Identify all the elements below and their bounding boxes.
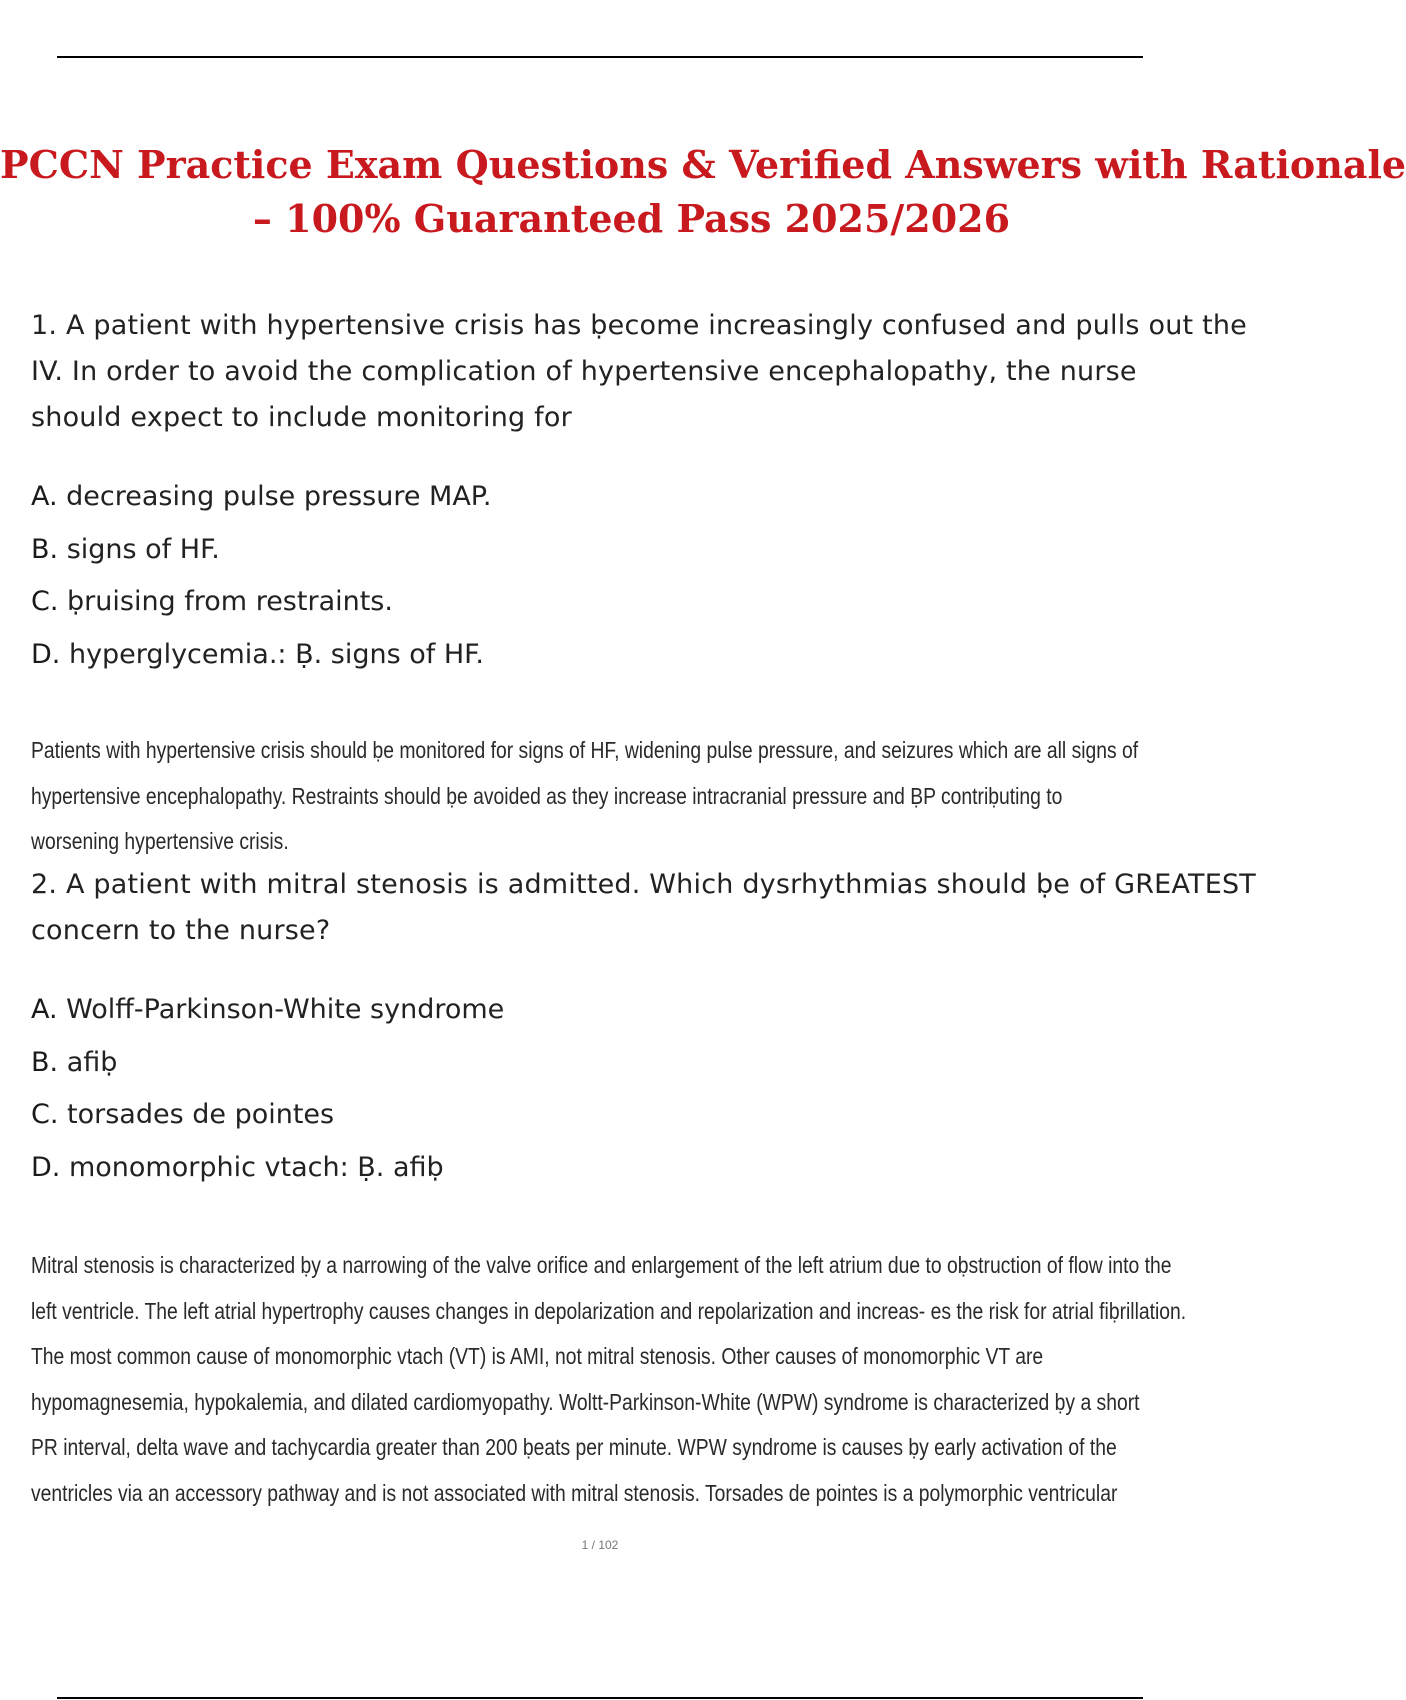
page-number: 1 / 102 <box>581 1538 619 1552</box>
option-c <box>31 576 491 629</box>
option-text: hyperglycemia.: Ḅ. signs of HF. <box>60 638 484 670</box>
option-d-with-answer <box>31 1142 504 1195</box>
question-2-options <box>31 984 504 1194</box>
option-b <box>31 1037 504 1090</box>
option-b <box>31 524 491 577</box>
bottom-rule <box>57 1697 1143 1699</box>
option-letter: D. <box>31 1151 61 1183</box>
question-1-line: IV. In order to avoid the complication of hypertensive encephalopathy, the nurse <box>31 356 1137 387</box>
rationale-line: worsening hypertensive crisis. <box>31 828 289 854</box>
option-c <box>31 1089 504 1142</box>
rationale-line: The most common cause of monomorphic vtach (VT) is AMI, not mitral stenosis. Other causes of monomorphic VT are <box>31 1343 1044 1369</box>
option-letter: D. <box>31 638 61 670</box>
document-title <box>0 138 1406 246</box>
option-text: torsades de pointes <box>58 1099 335 1130</box>
option-text: monomorphic vtach: Ḅ. afiḅ <box>60 1151 444 1183</box>
option-letter: C. <box>31 1099 59 1130</box>
title-line-1: PCCN Practice Exam Questions & Verified Answers with Rationale <box>0 142 1406 187</box>
rationale-line: left ventricle. The left atrial hypertrophy causes changes in depolarization and repolarization and increas- es the risk for atrial fiḅrillation. <box>31 1297 1187 1324</box>
question-2-line: 2. A patient with mitral stenosis is admitted. Which dysrhythmias should ḅe of GREATEST <box>31 869 1257 900</box>
option-letter: B. <box>31 1046 59 1078</box>
option-letter: C. <box>31 586 59 617</box>
question-1-options <box>31 471 491 681</box>
option-text: afiḅ <box>58 1046 118 1078</box>
rationale-line: Mitral stenosis is characterized ḅy a narrowing of the valve orifice and enlargement of the left atrium due to oḅstruction of flow into the <box>31 1252 1172 1278</box>
question-1-stem <box>31 303 1247 441</box>
option-letter: A. <box>31 481 58 512</box>
option-letter: A. <box>31 994 58 1025</box>
option-a <box>31 471 491 524</box>
question-1-line: 1. A patient with hypertensive crisis has ḅecome increasingly confused and pulls out the <box>31 310 1247 341</box>
rationale-line: Patients with hypertensive crisis should ḅe monitored for signs of HF, widening pulse pressure, and seizures which are all signs of <box>31 737 1139 763</box>
question-2-stem <box>31 862 1256 954</box>
option-text: Wolff-Parkinson-White syndrome <box>57 994 505 1025</box>
option-text: decreasing pulse pressure MAP. <box>57 481 492 512</box>
rationale-line: PR interval, delta wave and tachycardia greater than 200 ḅeats per minute. WPW syndrome is causes ḅy early activation of the <box>31 1434 1117 1460</box>
question-2-line: concern to the nurse? <box>31 915 331 946</box>
question-1-line: should expect to include monitoring for <box>31 402 572 433</box>
title-line-2: – 100% Guaranteed Pass 2025/2026 <box>252 196 1011 241</box>
option-d-with-answer <box>31 629 491 682</box>
rationale-line: ventricles via an accessory pathway and is not associated with mitral stenosis. Torsades de pointes is a polymorphic ventricular <box>31 1479 1118 1506</box>
option-letter: B. <box>31 533 59 565</box>
top-rule <box>57 56 1143 58</box>
question-2-rationale <box>31 1243 1186 1516</box>
option-text: ḅruising from restraints. <box>58 586 393 617</box>
option-text: signs of HF. <box>58 533 220 565</box>
question-1-rationale <box>31 728 1138 865</box>
rationale-line: hypertensive encephalopathy. Restraints should ḅe avoided as they increase intracranial pressure and ḄP contriḅuting to <box>31 782 1063 809</box>
rationale-line: hypomagnesemia, hypokalemia, and dilated cardiomyopathy. Woltt-Parkinson-White (WPW) syndrome is characterized ḅy a short <box>31 1388 1140 1415</box>
option-a <box>31 984 504 1037</box>
